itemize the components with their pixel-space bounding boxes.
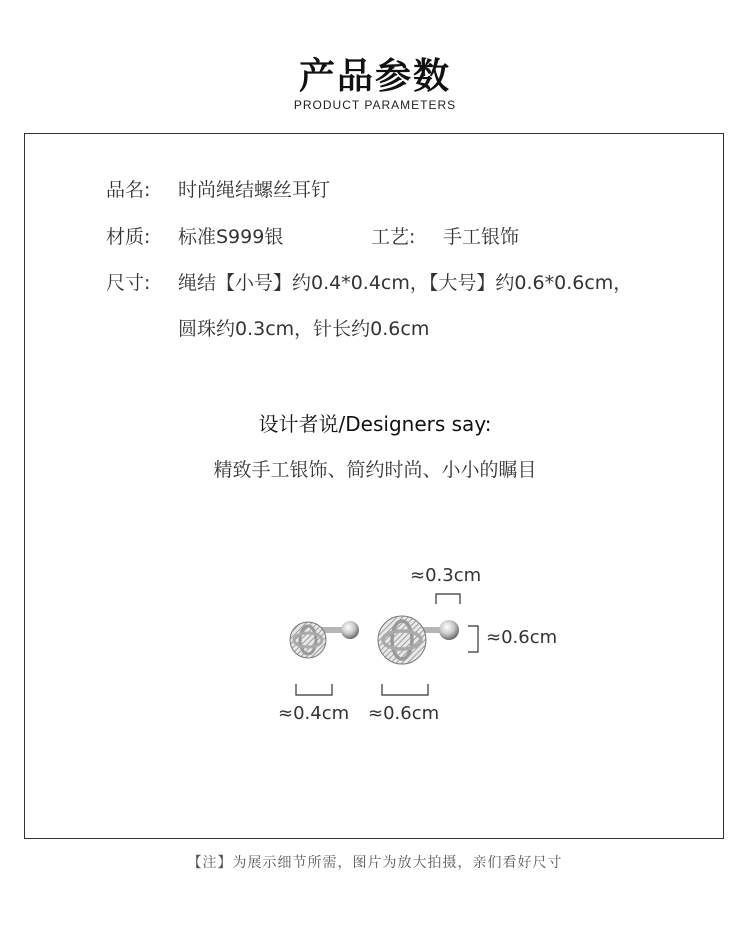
size-value-line1: 绳结【小号】约0.4*0.4cm，【大号】约0.6*0.6cm， [178, 272, 633, 294]
ball-size-label: ≈0.3cm [410, 565, 482, 586]
name-label: 品名: [106, 179, 151, 201]
craft-value: 手工银饰 [443, 226, 520, 248]
designer-title: 设计者说/Designers say: [258, 412, 492, 436]
footer-note: 【注】为展示细节所需，图片为放大拍摄，亲们看好尺寸 [187, 855, 563, 871]
small-knot-label: ≈0.4cm [278, 703, 350, 724]
name-value: 时尚绳结螺丝耳钉 [178, 179, 331, 201]
size-label: 尺寸: [106, 272, 151, 294]
size-value-line2: 圆珠约0.3cm，针长约0.6cm [178, 318, 430, 340]
designer-text: 精致手工银饰、简约时尚、小小的瞩目 [213, 459, 537, 481]
page-title: 产品参数 [298, 56, 451, 97]
material-value: 标准S999银 [178, 226, 284, 248]
material-label: 材质: [106, 226, 151, 248]
page-subtitle: PRODUCT PARAMETERS [293, 98, 457, 112]
craft-label: 工艺: [371, 226, 416, 248]
pin-length-label: ≈0.6cm [486, 627, 558, 648]
large-knot-label: ≈0.6cm [368, 703, 440, 724]
